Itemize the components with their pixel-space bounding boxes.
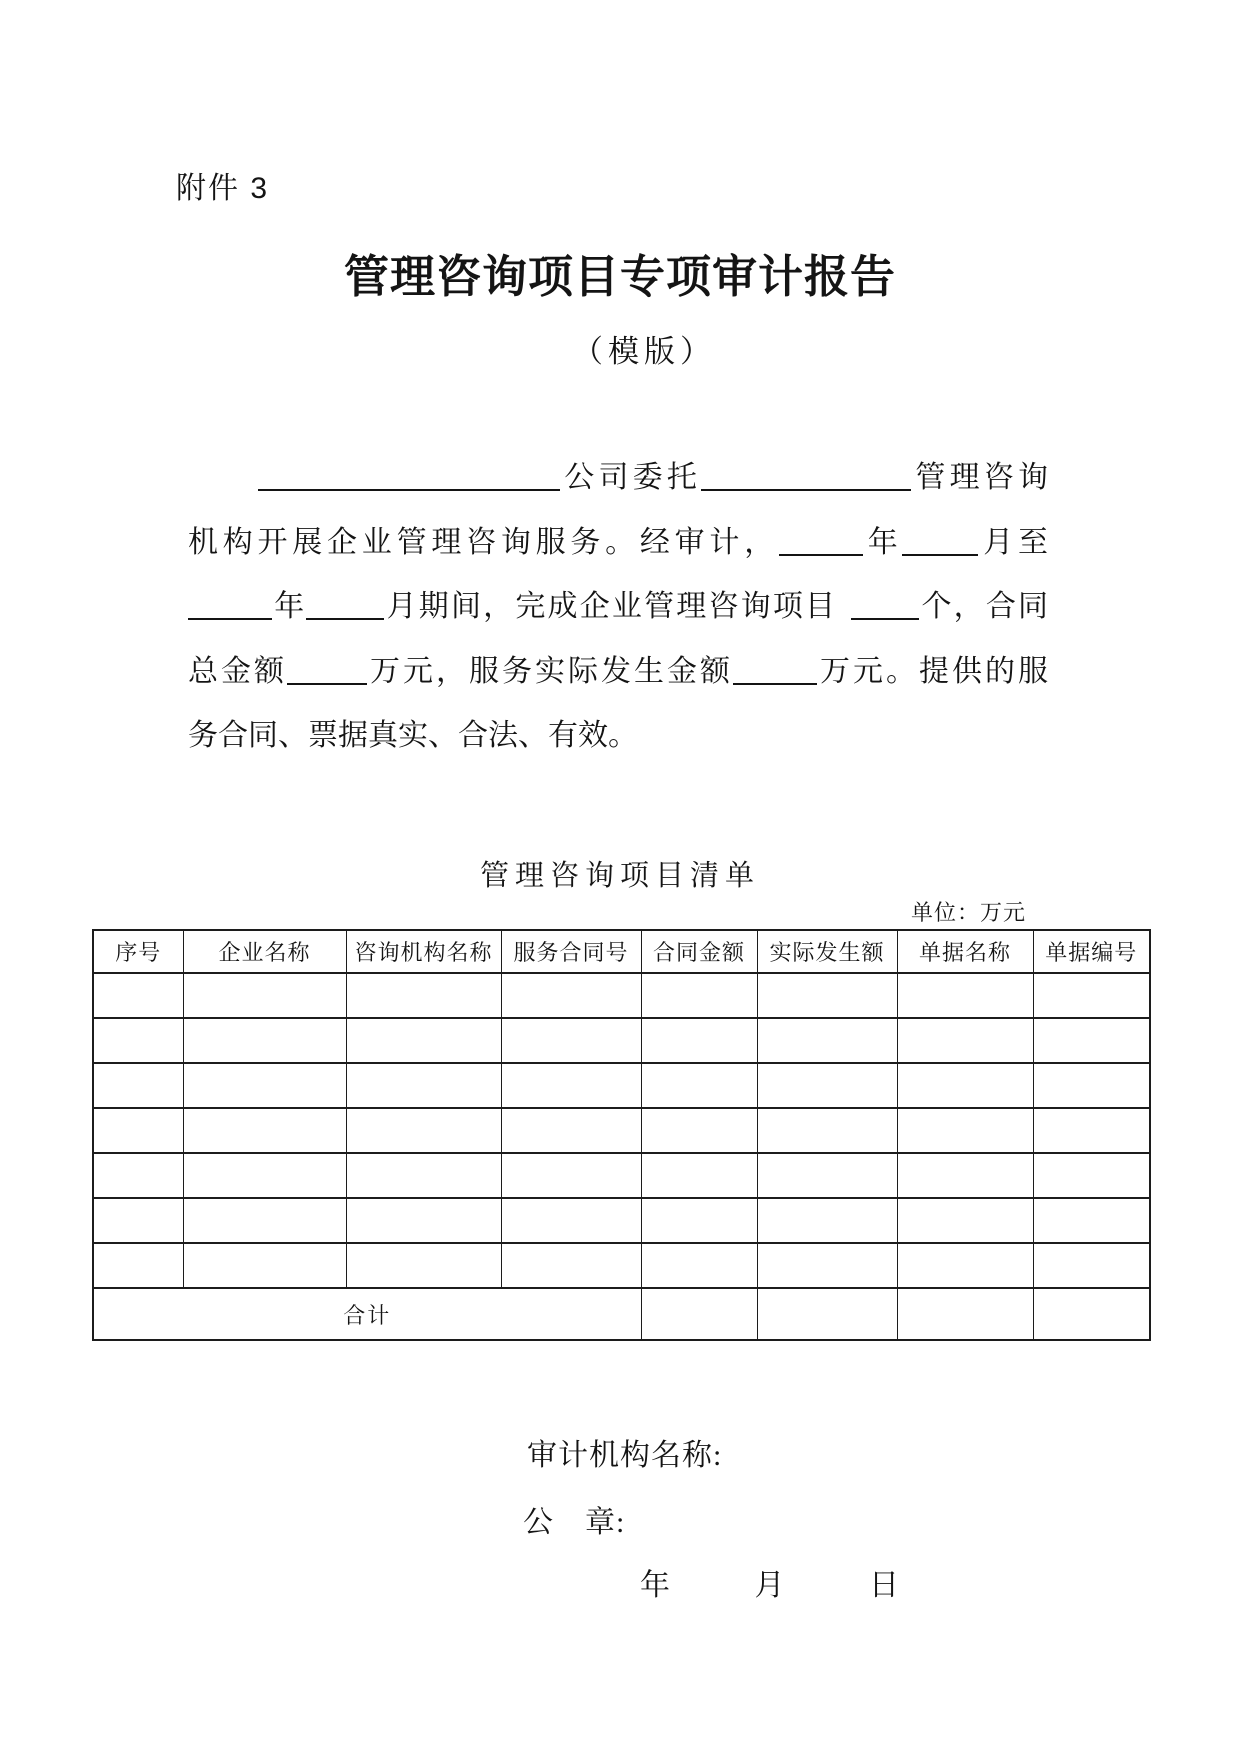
empty-cell	[1033, 1243, 1150, 1288]
empty-cell	[93, 1243, 183, 1288]
empty-cell	[757, 1198, 897, 1243]
table-row	[93, 1198, 1150, 1243]
paragraph-text: 年	[272, 590, 307, 623]
empty-cell	[897, 1243, 1033, 1288]
empty-cell	[501, 1198, 641, 1243]
empty-cell	[93, 1198, 183, 1243]
paragraph-text: 月期间，完成企业管理咨询项目	[384, 590, 838, 623]
empty-cell	[641, 973, 757, 1018]
empty-cell	[757, 1243, 897, 1288]
empty-cell	[183, 1153, 346, 1198]
empty-cell	[183, 1063, 346, 1108]
paragraph-line	[188, 575, 1048, 640]
project-list-table	[92, 929, 1151, 1341]
column-header: 企业名称	[183, 930, 346, 973]
empty-cell	[346, 1108, 501, 1153]
empty-cell	[641, 1108, 757, 1153]
empty-cell	[1033, 1108, 1150, 1153]
empty-cell	[1033, 1063, 1150, 1108]
paragraph-text: 总金额	[188, 654, 287, 688]
empty-cell	[757, 1108, 897, 1153]
project-count-blank	[851, 590, 919, 620]
paragraph-text: 个，合同	[919, 590, 1049, 623]
column-header: 咨询机构名称	[346, 930, 501, 973]
empty-cell	[641, 1153, 757, 1198]
empty-cell	[641, 1243, 757, 1288]
attachment-label: 附件 3	[176, 172, 270, 205]
column-header: 单据名称	[897, 930, 1033, 973]
empty-cell	[501, 973, 641, 1018]
paragraph-text: 月至	[978, 525, 1049, 559]
empty-cell	[757, 1153, 897, 1198]
total-empty-cell	[1033, 1288, 1150, 1340]
column-header: 合同金额	[641, 930, 757, 973]
date-year-label: 年	[640, 1569, 670, 1602]
empty-cell	[183, 1198, 346, 1243]
paragraph-text: 机构开展企业管理咨询服务。经审计，	[188, 525, 779, 559]
empty-cell	[897, 1018, 1033, 1063]
date-month-label: 月	[754, 1569, 785, 1602]
audit-start-month-blank	[902, 526, 978, 556]
total-empty-cell	[897, 1288, 1033, 1340]
empty-cell	[897, 1108, 1033, 1153]
empty-cell	[641, 1198, 757, 1243]
auditor-name-label: 审计机构名称:	[527, 1439, 723, 1472]
paragraph-line	[188, 511, 1048, 576]
table-header-row	[93, 930, 1150, 973]
body-paragraph	[188, 446, 1048, 769]
empty-cell	[93, 1108, 183, 1153]
empty-cell	[501, 1153, 641, 1198]
audit-end-year-blank	[188, 590, 272, 620]
actual-amount-blank	[733, 655, 817, 685]
date-line	[640, 1560, 899, 1604]
total-row	[93, 1288, 1150, 1340]
table-row	[93, 1153, 1150, 1198]
empty-cell	[1033, 1198, 1150, 1243]
spacer	[837, 615, 851, 616]
empty-cell	[897, 1153, 1033, 1198]
audit-start-year-blank	[779, 526, 863, 556]
company-name-blank	[258, 461, 560, 491]
paragraph-text: 万元，服务实际发生金额	[367, 654, 733, 688]
empty-cell	[1033, 973, 1150, 1018]
empty-cell	[93, 1153, 183, 1198]
paragraph-line	[188, 704, 1048, 769]
empty-cell	[93, 973, 183, 1018]
empty-cell	[346, 1198, 501, 1243]
empty-cell	[346, 1063, 501, 1108]
table-row	[93, 973, 1150, 1018]
empty-cell	[641, 1018, 757, 1063]
empty-cell	[757, 973, 897, 1018]
column-header: 服务合同号	[501, 930, 641, 973]
empty-cell	[93, 1063, 183, 1108]
empty-cell	[183, 973, 346, 1018]
date-day-label: 日	[869, 1569, 899, 1602]
empty-cell	[501, 1063, 641, 1108]
column-header: 序号	[93, 930, 183, 973]
empty-cell	[1033, 1018, 1150, 1063]
total-empty-cell	[757, 1288, 897, 1340]
document-title: 管理咨询项目专项审计报告	[343, 251, 896, 302]
empty-cell	[757, 1018, 897, 1063]
column-header: 实际发生额	[757, 930, 897, 973]
empty-cell	[183, 1243, 346, 1288]
empty-cell	[1033, 1153, 1150, 1198]
table-row	[93, 1063, 1150, 1108]
paragraph-text: 管理咨询	[911, 461, 1049, 494]
table-row	[93, 1243, 1150, 1288]
empty-cell	[641, 1063, 757, 1108]
total-label-cell: 合计	[93, 1288, 641, 1340]
total-empty-cell	[641, 1288, 757, 1340]
empty-cell	[346, 1153, 501, 1198]
paragraph-text: 万元。提供的服	[817, 654, 1048, 688]
paragraph-text: 公司委托	[560, 461, 702, 494]
empty-cell	[897, 973, 1033, 1018]
paragraph-text: 年	[862, 525, 903, 559]
empty-cell	[897, 1063, 1033, 1108]
empty-cell	[183, 1018, 346, 1063]
paragraph-line	[188, 640, 1048, 705]
consulting-agency-blank	[701, 461, 911, 491]
table-row	[93, 1018, 1150, 1063]
empty-cell	[183, 1108, 346, 1153]
empty-cell	[501, 1108, 641, 1153]
audit-end-month-blank	[306, 590, 384, 620]
contract-total-amount-blank	[287, 655, 367, 685]
empty-cell	[897, 1198, 1033, 1243]
empty-cell	[346, 973, 501, 1018]
document-subtitle: （模版）	[572, 334, 716, 369]
empty-cell	[501, 1243, 641, 1288]
paragraph-text: 务合同、票据真实、合法、有效。	[188, 719, 638, 752]
empty-cell	[501, 1018, 641, 1063]
project-list-title: 管理咨询项目清单	[479, 860, 760, 892]
empty-cell	[346, 1243, 501, 1288]
paragraph-line	[188, 446, 1048, 511]
empty-cell	[346, 1018, 501, 1063]
empty-cell	[93, 1018, 183, 1063]
empty-cell	[757, 1063, 897, 1108]
unit-note: 单位：万元	[911, 900, 1027, 925]
table-row	[93, 1108, 1150, 1153]
official-seal-label: 公 章:	[523, 1506, 626, 1539]
column-header: 单据编号	[1033, 930, 1150, 973]
